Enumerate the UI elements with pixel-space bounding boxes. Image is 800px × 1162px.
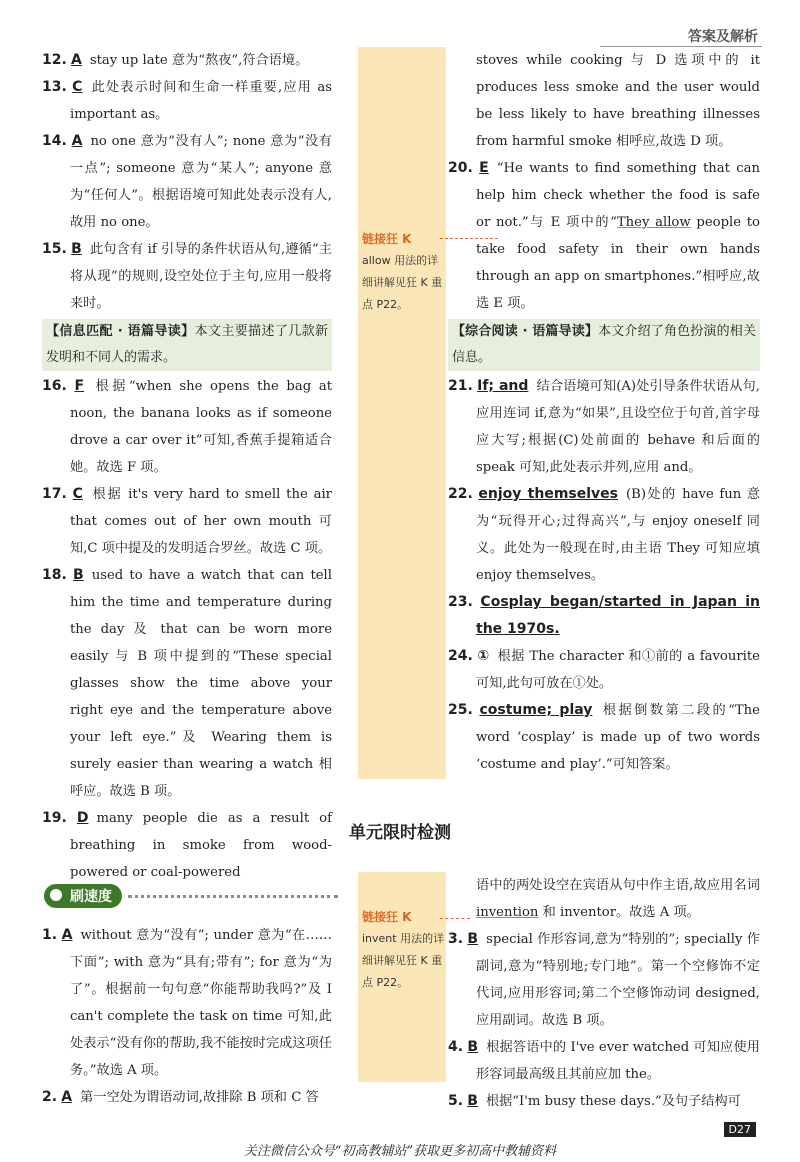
answer-key: B xyxy=(71,241,82,257)
answer-key: F xyxy=(74,378,85,394)
link-note-text: invent 用法的详细讲解见狂 K 重点 P22。 xyxy=(362,932,445,989)
answer-key: A xyxy=(71,52,82,68)
reading-guide-comprehensive xyxy=(448,319,760,371)
section-title: 单元限时检测 xyxy=(349,823,451,843)
guide-text: 本文介绍了角色扮演的相关信息。 xyxy=(452,324,756,365)
answer-explanation: used to have a watch that can tell him the time and temperature during the day 及 that can be worn more easily 与 B 项中提到的“These special glasses show the time above your right eye and the temperature above your left eye.”及 Wearing them is surely easier than wearing a watch 相呼应。故选 B 项。 xyxy=(70,568,332,799)
answer-explanation: (B)处的 have fun 意为“玩得开心;过得高兴”,与 enjoy oneself 同义。此处为一般现在时,由主语 They 可知应填 enjoy themselves。 xyxy=(476,487,760,583)
answer-item-21: 21. If; and 结合语境可知(A)处引导条件状语从句,应用连词 if,意为“如果”,且设空位于句首,首字母应大写;根据(C)处前面的 behave 和后面的 speak 可知,此处表示并列,应用 and。 xyxy=(448,378,760,475)
answer-item-1: 1. A without 意为“没有”; under 意为“在……下面”; with 意为“具有;带有”; for 意为“为了”。根据前一句句意“你能帮助我吗?”及 I can't complete the task on time 可知,此处表示“没有你的帮助,我不能按时完成这项任务。”故选 A 项。 xyxy=(42,927,332,1078)
answer-explanation: 第一空处为谓语动词,故排除 B 项和 C 答 xyxy=(80,1090,319,1105)
page-number: D27 xyxy=(724,1122,756,1137)
highlight-they-allow: They allow xyxy=(616,215,691,230)
answer-item-16: 16. F 根据“when she opens the bag at noon, the banana looks as if someone drove a car over it”可知,香蕉手提箱适合她。故选 F 项。 xyxy=(42,378,332,475)
answer-explanation: 此处表示时间和生命一样重要,应用 as important as。 xyxy=(70,80,332,122)
footer-note: 关注微信公众号“初高教辅站”获取更多初高中教辅资料 xyxy=(243,1144,557,1159)
link-note-tag: 链接狂 K xyxy=(362,910,412,924)
answer-explanation: 根据答语中的 I've ever watched 可知应使用形容词最高级且其前应加 the。 xyxy=(476,1040,760,1082)
answer-key: A xyxy=(71,133,83,149)
answer-item-18: 18. B used to have a watch that can tell him the time and temperature during the day 及 that can be worn more easily 与 B 项中提到的“These special glasses show the time above your right eye and the temperature above your left eye.”及 Wearing them is surely easier than wearing a watch 相呼应。故选 B 项。 xyxy=(42,567,332,799)
answer-explanation: special 作形容词,意为“特别的”; specially 作副词,意为“特别地;专门地”。第一个空修饰不定代词,应用形容词;第二个空修饰动词 designed,应用副词。故选 B 项。 xyxy=(476,932,760,1028)
answer-explanation: 根据倒数第二段的“The word ‘cosplay’ is made up of two words ‘costume and play’.”可知答案。 xyxy=(476,703,760,772)
answer-key: B xyxy=(467,1039,479,1055)
answer-item-14: 14. A no one 意为“没有人”; none 意为“没有一点”; someone 意为“某人”; anyone 意为“任何人”。根据语境可知此处表示没有人,故用 no one。 xyxy=(42,133,332,230)
answer-explanation: 结合语境可知(A)处引导条件状语从句,应用连词 if,意为“如果”,且设空位于句首,首字母应大写;根据(C)处前面的 behave 和后面的 speak 可知,此处表示并列,应用 and。 xyxy=(476,379,760,475)
answer-item-19: 19. D many people die as a result of breathing in smoke from wood-powered or coal-powered xyxy=(42,810,332,880)
link-note-tag: 链接狂 K xyxy=(362,232,412,246)
guide-label: 【综合阅读 · 语篇导读】 xyxy=(452,324,599,339)
answer-explanation: 根据“when she opens the bag at noon, the banana looks as if someone drove a car over it”可知,香蕉手提箱适合她。故选 F 项。 xyxy=(70,379,332,475)
answer-key: costume; play xyxy=(479,702,593,718)
answer-explanation: “He wants to find something that can help him check whether the food is safe or not.”与 E 项中的“ xyxy=(476,161,760,230)
right-column-bottom xyxy=(448,872,760,1115)
highlight-invention: invention xyxy=(476,905,539,920)
answer-item-15: 15. B 此句含有 if 引导的条件状语从句,遵循“主将从现”的规则,设空处位于主句,应用一般将来时。 xyxy=(42,241,332,311)
right-column-top xyxy=(448,47,760,778)
answer-2-continued: 语中的两处设空在宾语从句中作主语,故应用名词invention 和 inventor。故选 A 项。 xyxy=(476,878,760,920)
speed-badge xyxy=(44,884,338,908)
link-strip-top xyxy=(358,47,446,779)
reading-guide-info-matching xyxy=(42,319,332,371)
left-column-bottom xyxy=(42,922,332,1111)
answer-explanation: 根据 it's very hard to smell the air that comes out of her own mouth 可知,C 项中提及的发明适合罗丝。故选 C 项。 xyxy=(70,487,332,556)
answer-item-24: 24. ① 根据 The character 和①前的 a favourite 可知,此句可放在①处。 xyxy=(448,648,760,691)
answer-item-4: 4. B 根据答语中的 I've ever watched 可知应使用形容词最高级且其前应加 the。 xyxy=(448,1039,760,1082)
answer-explanation: 此句含有 if 引导的条件状语从句,遵循“主将从现”的规则,设空处位于主句,应用一般将来时。 xyxy=(70,242,332,311)
answer-item-13: 13. C 此处表示时间和生命一样重要,应用 as important as。 xyxy=(42,79,332,122)
speed-label: 刷速度 xyxy=(44,884,122,908)
link-note-allow xyxy=(362,228,446,316)
answer-key: C xyxy=(72,79,83,95)
guide-text: 本文主要描述了几款新发明和不同人的需求。 xyxy=(46,324,328,365)
answer-key: C xyxy=(72,486,83,502)
answer-key: enjoy themselves xyxy=(478,486,619,502)
answer-item-17: 17. C 根据 it's very hard to smell the air that comes out of her own mouth 可知,C 项中提及的发明适合罗丝。故选 C 项。 xyxy=(42,486,332,556)
answer-key: E xyxy=(479,160,489,176)
answer-item-12: 12. A stay up late 意为“熬夜”,符合语境。 xyxy=(42,52,309,68)
answer-item-3: 3. B special 作形容词,意为“特别的”; specially 作副词,意为“特别地;专门地”。第一个空修饰不定代词,应用形容词;第二个空修饰动词 designed,应用副词。故选 B 项。 xyxy=(448,931,760,1028)
answer-explanation: no one 意为“没有人”; none 意为“没有一点”; someone 意为“某人”; anyone 意为“任何人”。根据语境可知此处表示没有人,故用 no one。 xyxy=(70,134,332,230)
answer-explanation: without 意为“没有”; under 意为“在……下面”; with 意为“具有;带有”; for 意为“为了”。根据前一句句意“你能帮助我吗?”及 I can't complete the task on time 可知,此处表示“没有你的帮助,我不能按时完成这项任务。”故选 A 项。 xyxy=(70,928,332,1078)
answer-item-5: 5. B 根据“I'm busy these days.”及句子结构可 xyxy=(448,1093,741,1109)
answer-item-22: 22. enjoy themselves (B)处的 have fun 意为“玩得开心;过得高兴”,与 enjoy oneself 同义。此处为一般现在时,由主语 They 可知应填 enjoy themselves。 xyxy=(448,486,760,583)
answer-key: B xyxy=(467,931,479,947)
answer-key: Cosplay began/started in Japan in the 1970s. xyxy=(476,594,760,637)
link-note-invent xyxy=(362,906,446,994)
left-column-top xyxy=(42,47,332,886)
answer-explanation: 根据 The character 和①前的 a favourite 可知,此句可放在①处。 xyxy=(476,649,760,691)
answer-explanation: 根据“I'm busy these days.”及句子结构可 xyxy=(485,1094,741,1109)
answer-item-25: 25. costume; play 根据倒数第二段的“The word ‘cosplay’ is made up of two words ‘costume and play’.”可知答案。 xyxy=(448,702,760,772)
link-note-text: allow 用法的详细讲解见狂 K 重点 P22。 xyxy=(362,254,443,311)
answer-key: B xyxy=(467,1093,478,1109)
answer-explanation: people to take food safety in their own hands through an app on smartphones.”相呼应,故选 E 项。 xyxy=(476,215,760,311)
answer-item-2: 2. A 第一空处为谓语动词,故排除 B 项和 C 答 xyxy=(42,1089,319,1105)
answer-key: A xyxy=(61,1089,73,1105)
guide-label: 【信息匹配 · 语篇导读】 xyxy=(46,324,195,339)
answer-key: ① xyxy=(477,648,490,664)
answer-key: If; and xyxy=(477,378,529,394)
dotted-divider xyxy=(128,895,338,898)
answer-key: B xyxy=(73,567,84,583)
answer-explanation: many people die as a result of breathing in smoke from wood-powered or coal-powered xyxy=(70,811,332,880)
answer-key: D xyxy=(76,810,89,826)
answer-explanation: stay up late 意为“熬夜”,符合语境。 xyxy=(89,53,309,68)
header-title: 答案及解析 xyxy=(688,29,758,45)
answer-key: A xyxy=(61,927,73,943)
answer-item-20: 20. E “He wants to find something that can help him check whether the food is safe or not.”与 E 项中的“They allow people to take food safety in their own hands through an app on smartphones.”相呼应,故选 E 项。 xyxy=(448,160,760,311)
answer-19-continued: stoves while cooking 与 D 选项中的 it produces less smoke and the user would be less likely to have breathing illnesses from harmful smoke 相呼应,故选 D 项。 xyxy=(476,53,760,149)
answer-item-23: 23. Cosplay began/started in Japan in the 1970s. xyxy=(448,594,760,637)
